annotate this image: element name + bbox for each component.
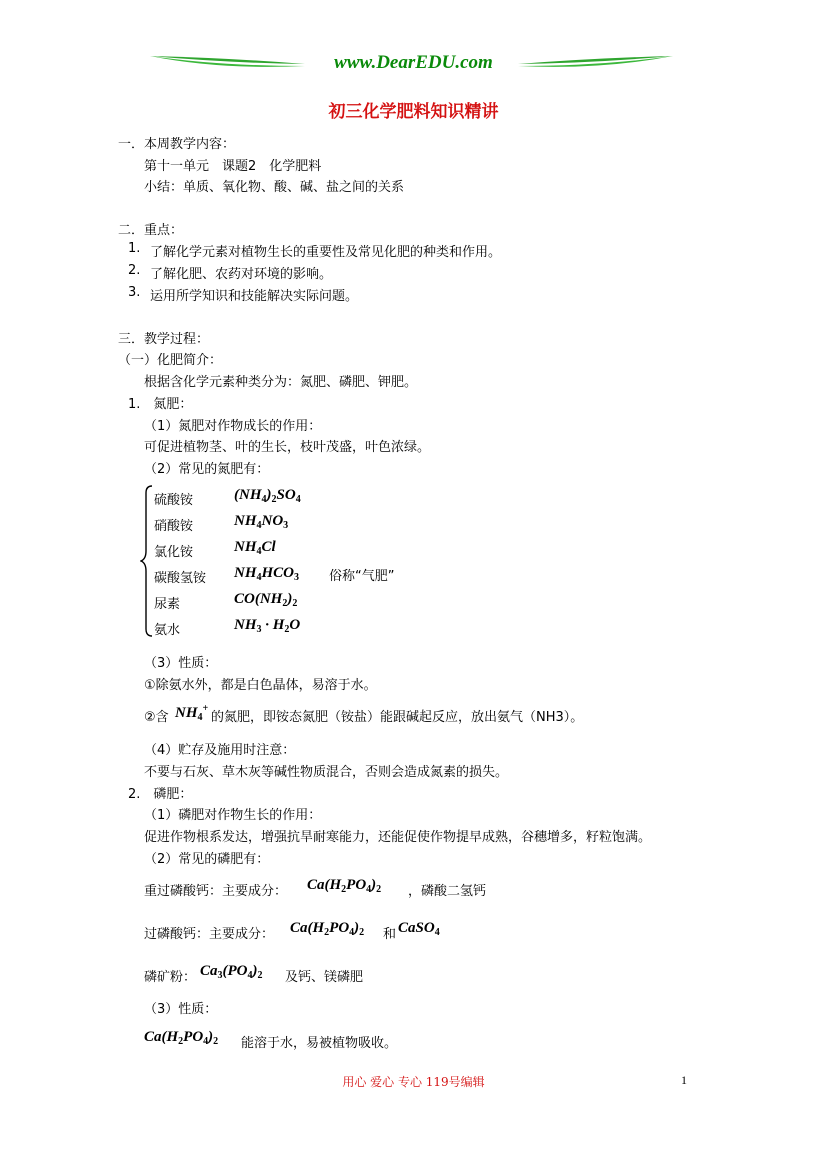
- nitrogen-store-title: （4）贮存及施用时注意：: [144, 743, 296, 758]
- fertilizer-name: 碳酸氢铵: [154, 571, 207, 586]
- nitrogen-title: 1. 氮肥：: [128, 397, 193, 412]
- phosphate-item3-label: 磷矿粉：: [144, 970, 197, 985]
- list-item: 了解化学元素对植物生长的重要性及常见化肥的种类和作用。: [150, 245, 502, 260]
- formula: $NH_4^+$: [175, 703, 209, 723]
- section1-heading: 一．本周教学内容：: [118, 137, 236, 152]
- formula: $(NH_4)_2SO_4$: [234, 487, 301, 505]
- phosphate-title: 2. 磷肥：: [128, 787, 193, 802]
- phosphate-item1-tail: ，磷酸二氢钙: [408, 884, 487, 899]
- nitrogen-prop1: ①除氨水外，都是白色晶体，易溶于水。: [144, 678, 377, 693]
- fertilizer-name: 氯化铵: [154, 545, 194, 560]
- formula: $NH_4NO_3$: [234, 513, 289, 531]
- fertilizer-name: 硫酸铵: [154, 493, 194, 508]
- list-brace: [140, 485, 154, 637]
- section3-heading: 三．教学过程：: [118, 332, 210, 347]
- section1-line2: 小结：单质、氧化物、酸、碱、盐之间的关系: [144, 180, 405, 195]
- page-number: 1: [681, 1073, 687, 1087]
- formula: $NH_4Cl$: [234, 539, 276, 557]
- list-item-num: 2.: [128, 263, 141, 278]
- fertilizer-name: 尿素: [154, 597, 181, 612]
- nitrogen-prop-title: （3）性质：: [144, 656, 218, 671]
- formula: CaSO$_4$: [398, 920, 440, 938]
- formula: $Ca(H_2PO_4)_2$: [307, 877, 382, 895]
- list-item: 了解化肥、农药对环境的影响。: [150, 267, 333, 282]
- formula: $Ca(H_2PO_4)_2$: [290, 920, 365, 938]
- fertilizer-name: 硝酸铵: [154, 519, 194, 534]
- formula: $NH_4HCO_3$: [234, 565, 300, 583]
- nitrogen-role: 可促进植物茎、叶的生长，枝叶茂盛，叶色浓绿。: [144, 440, 431, 455]
- phosphate-role: 促进作物根系发达，增强抗旱耐寒能力，还能促使作物提早成熟，谷穗增多，籽粒饱满。: [144, 830, 652, 845]
- section2-heading: 二．重点：: [118, 223, 184, 238]
- nitrogen-role-title: （1）氮肥对作物成长的作用：: [144, 419, 322, 434]
- phosphate-prop-title: （3）性质：: [144, 1002, 218, 1017]
- formula: $NH_3 \cdot H_2O$: [234, 617, 301, 635]
- intro-text: 根据含化学元素种类分为：氮肥、磷肥、钾肥。: [144, 375, 418, 390]
- phosphate-item1-label: 重过磷酸钙：主要成分：: [144, 884, 288, 899]
- page-title: 初三化学肥料知识精讲: [328, 102, 499, 122]
- list-item: 运用所学知识和技能解决实际问题。: [150, 289, 359, 304]
- nitrogen-common-title: （2）常见的氮肥有：: [144, 462, 270, 477]
- phosphate-item2-mid: 和: [383, 927, 397, 942]
- sub-heading: （一）化肥简介：: [118, 353, 223, 368]
- section1-line1: 第十一单元 课题2 化学肥料: [144, 159, 322, 174]
- nitrogen-prop2-pre: ②含: [144, 710, 169, 725]
- logo-text: www.DearEDU.com: [334, 52, 493, 73]
- formula: $CO(NH_2)_2$: [234, 591, 298, 609]
- fertilizer-name: 氨水: [154, 623, 181, 638]
- phosphate-prop: 能溶于水，易被植物吸收。: [241, 1036, 398, 1051]
- nitrogen-prop2-post: 的氮肥，即铵态氮肥（铵盐）能跟碱起反应，放出氨气（NH3）。: [211, 710, 584, 725]
- phosphate-item3-tail: 及钙、镁磷肥: [285, 970, 364, 985]
- phosphate-common-title: （2）常见的磷肥有：: [144, 852, 270, 867]
- phosphate-item2-label: 过磷酸钙：主要成分：: [144, 927, 275, 942]
- nitrogen-store: 不要与石灰、草木灰等碱性物质混合，否则会造成氮素的损失。: [144, 765, 509, 780]
- fertilizer-note: 俗称“气肥”: [329, 569, 395, 584]
- phosphate-role-title: （1）磷肥对作物生长的作用：: [144, 808, 322, 823]
- formula: $Ca_3(PO_4)_2$: [200, 963, 263, 981]
- formula: $Ca(H_2PO_4)_2$: [144, 1029, 219, 1047]
- list-item-num: 3.: [128, 285, 141, 300]
- footer-text: 用心 爱心 专心 119号编辑: [342, 1075, 485, 1089]
- list-item-num: 1.: [128, 241, 141, 256]
